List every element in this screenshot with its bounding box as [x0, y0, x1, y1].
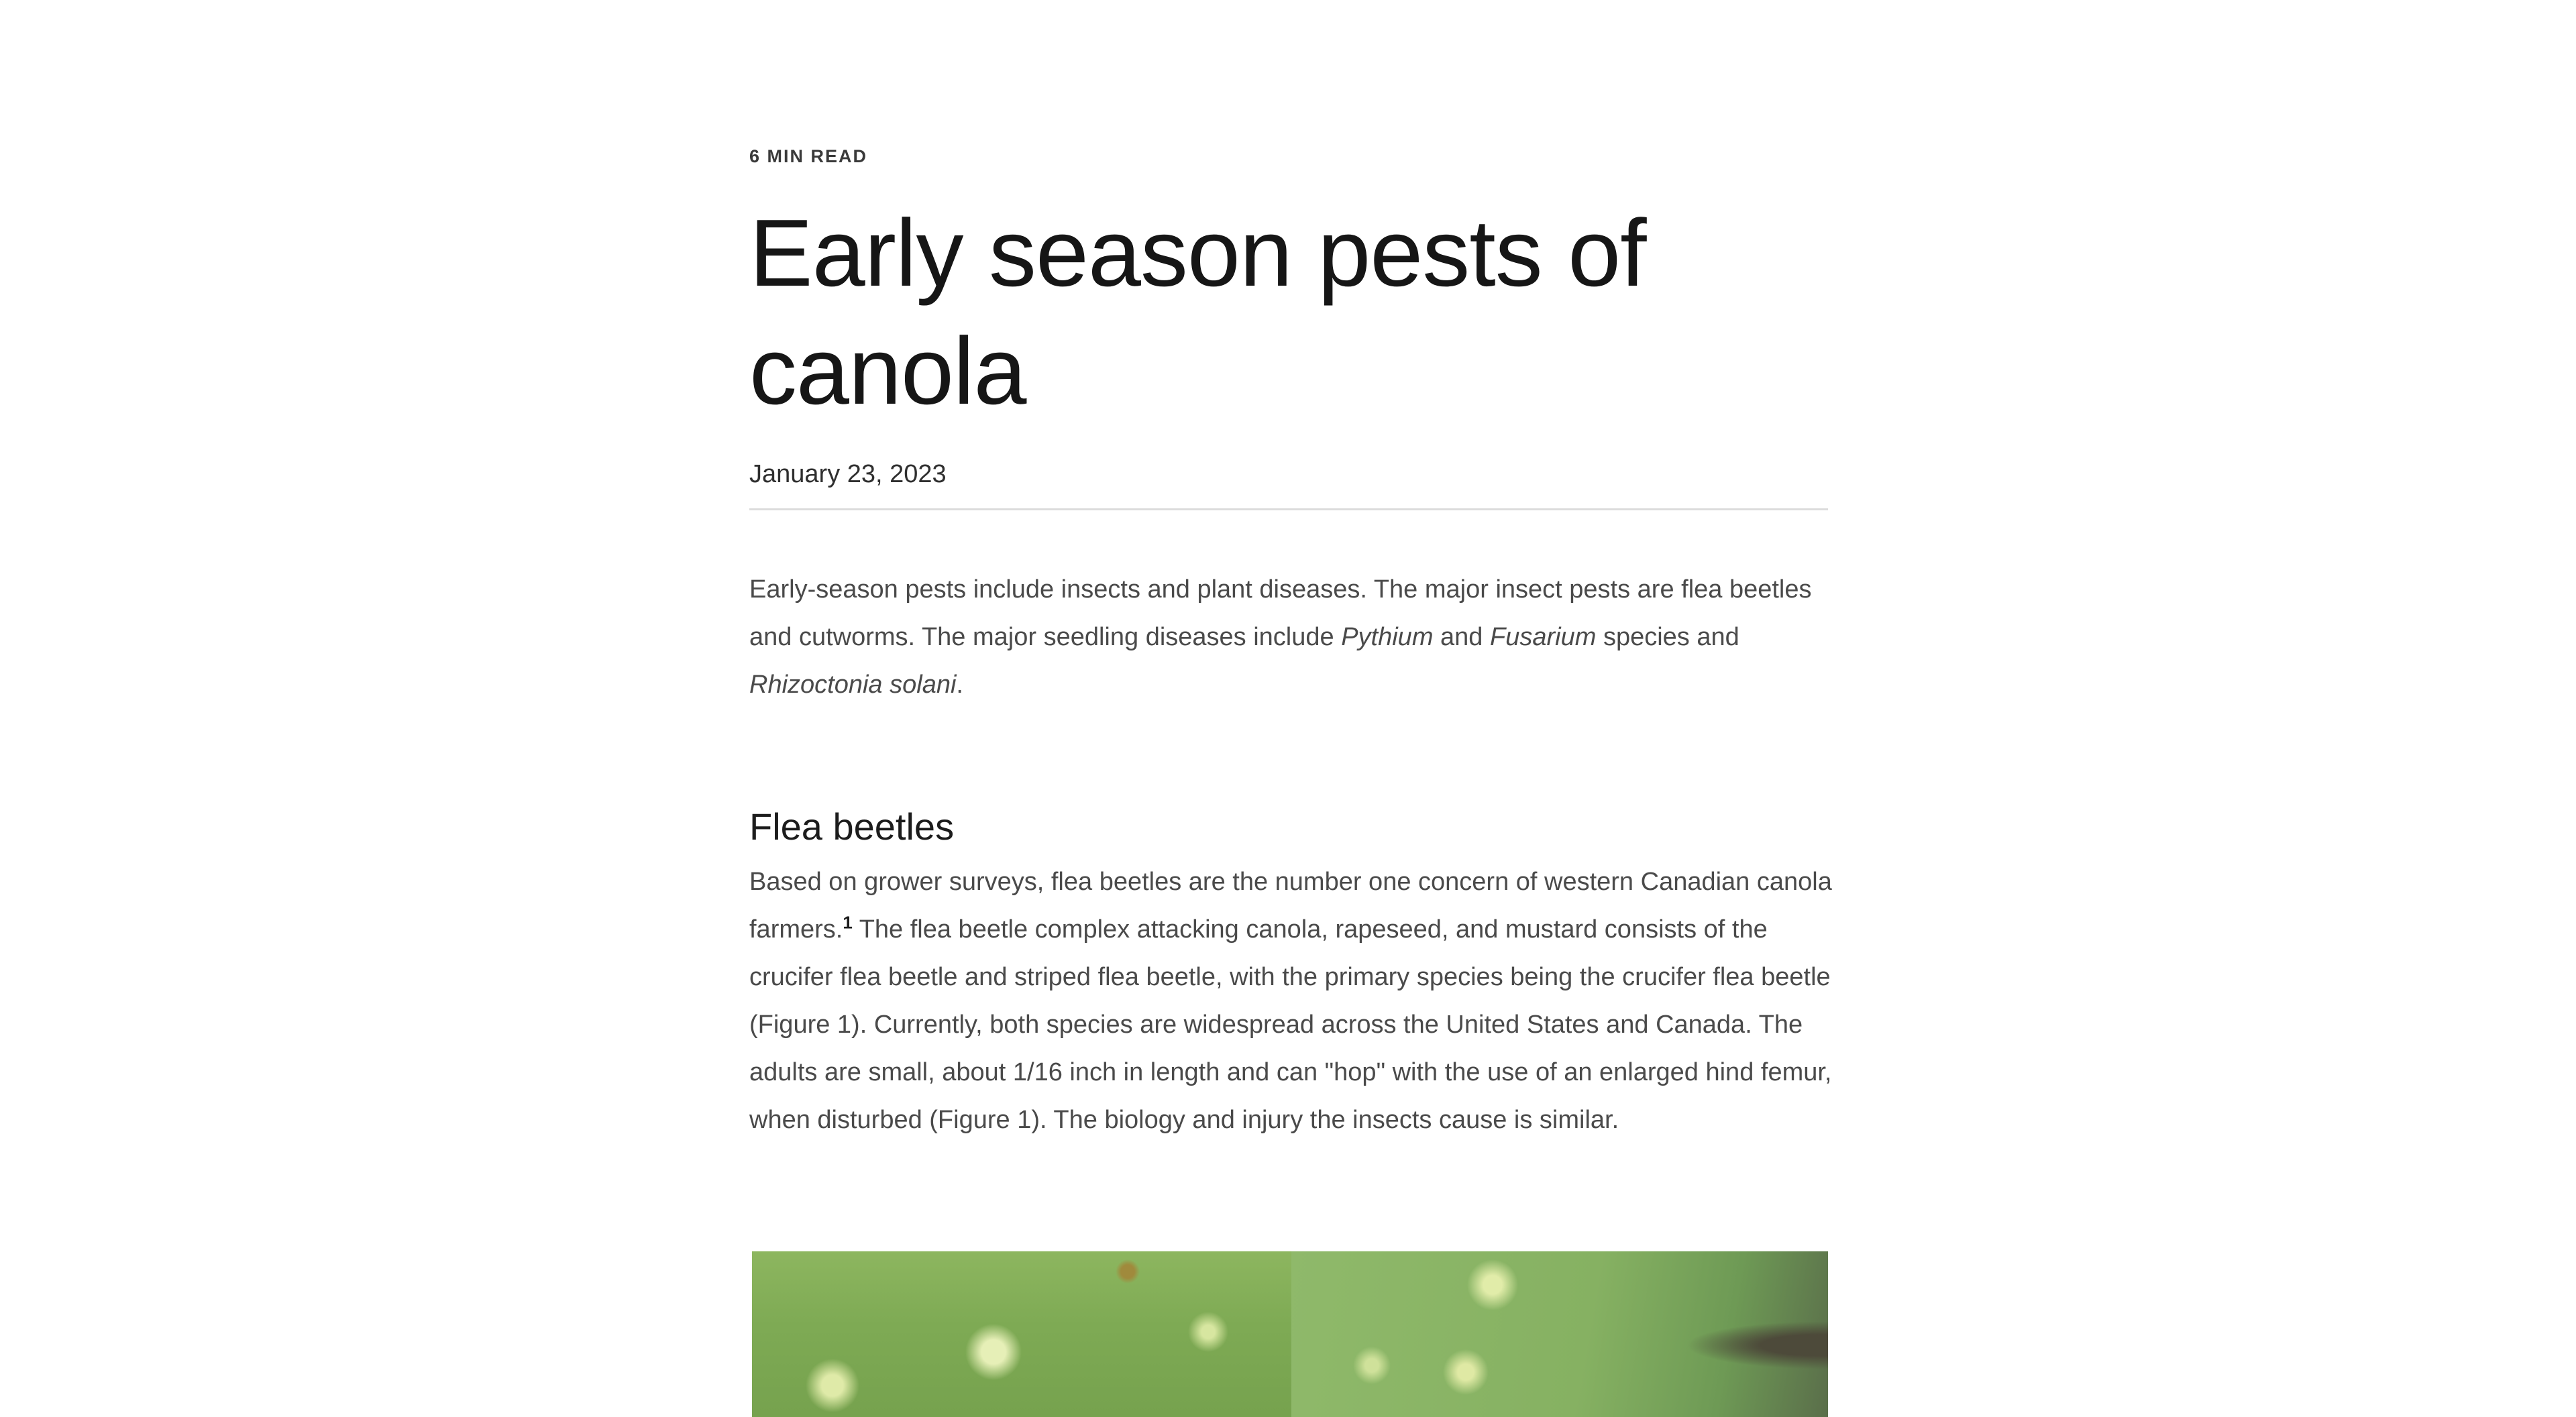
flea-beetles-paragraph	[749, 858, 1836, 1144]
pathogen-name: Fusarium	[1490, 623, 1597, 651]
read-time-label: 6 MIN READ	[749, 146, 868, 166]
pathogen-name: Rhizoctonia solani	[749, 671, 957, 699]
pathogen-name: Pythium	[1341, 623, 1434, 651]
leaf-photo-right	[1291, 1251, 1828, 1417]
intro-text: species and	[1596, 623, 1739, 651]
divider	[749, 508, 1828, 510]
publish-date: January 23, 2023	[749, 460, 947, 488]
intro-text: .	[956, 671, 963, 699]
body-text: The flea beetle complex attacking canola, rapeseed, and mustard consists of the crucifer flea beetle and striped flea beetle, with the primary species being the crucifer flea beetle (Figure 1). Currently, both species are widespread across the United States and Canada. The adults are small, about 1/16 inch in length and can "hop" with the use of an enlarged hind femur, when disturbed (Figure 1). The biology and injury the insects cause is similar.	[749, 915, 1832, 1134]
figure-1-image	[752, 1251, 1828, 1417]
body-text: Based on grower surveys, flea beetles are the number one concern of western Canadian canola farmers.	[749, 868, 1832, 944]
intro-text: and	[1433, 623, 1491, 651]
article-title: Early season pests of canola	[749, 200, 1646, 424]
leaf-photo-left	[752, 1251, 1291, 1417]
intro-text: Early-season pests include insects and plant diseases. The major insect pests are flea beetles and cutworms. The major seedling diseases include	[749, 575, 1812, 651]
footnote-link[interactable]: 1	[843, 912, 853, 933]
section-heading-flea-beetles: Flea beetles	[749, 805, 955, 848]
intro-paragraph	[749, 566, 1836, 709]
